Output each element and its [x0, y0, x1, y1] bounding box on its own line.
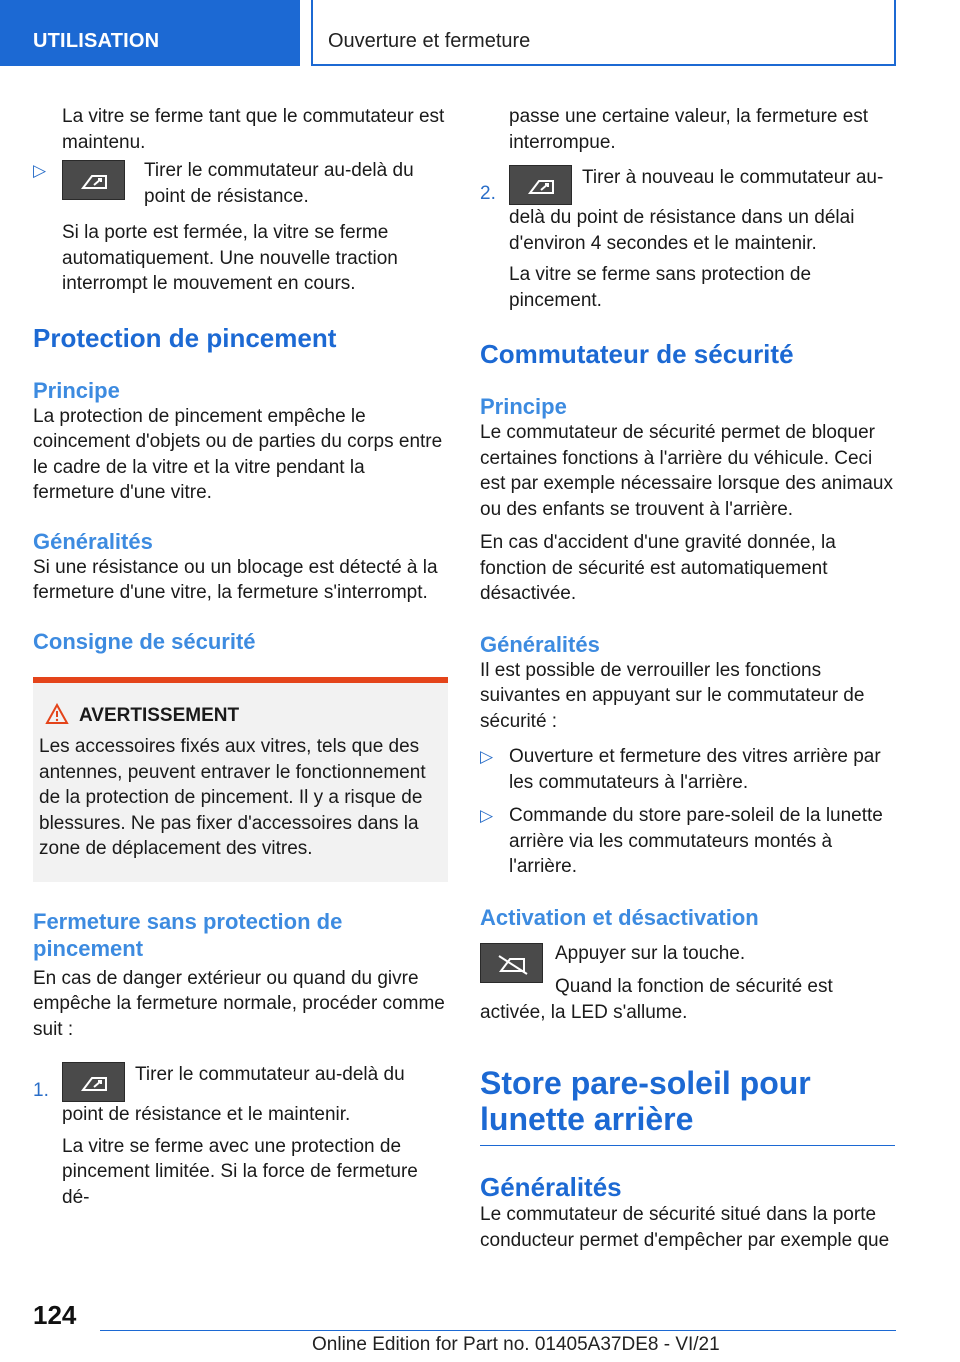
- bullet-marker-icon: ▷: [480, 806, 494, 825]
- warning-title: AVERTISSEMENT: [79, 704, 240, 726]
- heading-fermeture: Fermeture sans protection de pincement: [33, 908, 343, 961]
- warning-triangle-icon: [45, 703, 69, 725]
- section-divider: [480, 1145, 895, 1146]
- section-header: [311, 0, 896, 66]
- warning-text: Les accessoires fixés aux vitres, tels que des antennes, peuvent entraver le fonctionnement de la protection de pincement. Il y a risque de blessures. Ne pas fixer d'accessoires dans la zone de déplacement des vitres.: [39, 736, 426, 859]
- heading-activation: Activation et désactivation: [480, 904, 759, 930]
- step-text: Tirer le commutateur au-delà du point de résistance et le maintenir.: [62, 1064, 405, 1125]
- section-title: Ouverture et fermeture: [328, 30, 531, 52]
- paragraph-fermeture: En cas de danger extérieur ou quand du givre empêche la fermeture normale, procéder comme suit :: [33, 967, 445, 1040]
- bullet-item: [33, 158, 448, 210]
- warning-title-row: [39, 703, 440, 729]
- heading-commutateur: Commutateur de sécurité: [480, 339, 794, 369]
- step-item: [33, 1062, 448, 1128]
- bullet-marker-icon: ▷: [33, 161, 47, 180]
- list-item-text: Commande du store pare-soleil de la lunette arrière via les commutateurs montés à l'arrière.: [509, 805, 883, 877]
- paragraph-principe-1: Le commutateur de sécurité permet de bloquer certaines fonctions à l'arrière du véhicule. Ceci est par exemple nécessaire lorsque des animaux ou des enfants se trouvent à l'arrière.: [480, 422, 893, 520]
- heading-generalites-store: Généralités: [480, 1172, 622, 1202]
- paragraph-intro: La vitre se ferme tant que le commutateur est maintenu.: [62, 106, 445, 153]
- step-item: [480, 165, 895, 256]
- edition-text: Online Edition for Part no. 01405A37DE8 - VI/21: [312, 1334, 720, 1355]
- window-switch-icon: [509, 165, 572, 205]
- chapter-tab: [0, 0, 300, 66]
- window-switch-icon: [62, 160, 125, 200]
- heading-generalites: Généralités: [33, 528, 153, 554]
- bullet-marker-icon: ▷: [480, 747, 494, 766]
- paragraph-generalites: Il est possible de verrouiller les fonctions suivantes en appuyant sur le commutateur de sécurité :: [480, 659, 865, 732]
- heading-generalites: Généralités: [480, 631, 600, 657]
- heading-principe: Principe: [480, 394, 567, 419]
- paragraph-continued: passe une certaine valeur, la fermeture est interrompue.: [509, 106, 869, 153]
- step-text: Tirer à nouveau le commutateur au-delà du point de résistance dans un délai d'environ 4 secondes et le maintenir.: [509, 167, 884, 254]
- paragraph-store: Le commutateur de sécurité situé dans la porte conducteur permet d'empêcher par exemple que: [480, 1204, 890, 1251]
- footer-divider: [100, 1330, 896, 1331]
- list-item-text: Ouverture et fermeture des vitres arrière par les commutateurs à l'arrière.: [509, 746, 881, 793]
- bullet-text: Tirer le commutateur au-delà du point de résistance.: [144, 160, 414, 207]
- page-number: 124: [33, 1300, 77, 1330]
- paragraph-auto: Si la porte est fermée, la vitre se ferme automatiquement. Une nouvelle traction interrompt le mouvement en cours.: [62, 222, 398, 294]
- warning-box: [33, 677, 448, 882]
- heading-consigne: Consigne de sécurité: [33, 628, 256, 654]
- heading-store: Store pare-soleil pour lunette arrière: [480, 1065, 811, 1137]
- window-switch-icon: [62, 1062, 125, 1102]
- paragraph-led: Quand la fonction de sécurité est activée, la LED s'allume.: [480, 976, 833, 1023]
- step-sub-paragraph: La vitre se ferme avec une protection de pincement limitée. Si la force de fermeture dé-: [62, 1135, 418, 1208]
- step-number: 2.: [480, 183, 496, 204]
- list-item: [480, 803, 895, 880]
- chapter-title: UTILISATION: [33, 30, 160, 52]
- step-number: 1.: [33, 1080, 49, 1101]
- heading-principe: Principe: [33, 377, 120, 403]
- paragraph-generalites: Si une résistance ou un blocage est détecté à la fermeture d'une vitre, la fermeture s'interrompt.: [33, 556, 438, 603]
- list-item: [480, 744, 895, 795]
- activation-row: [480, 941, 895, 1026]
- right-column: [480, 104, 895, 1253]
- step-sub-paragraph: La vitre se ferme sans protection de pincement.: [509, 264, 812, 311]
- heading-protection: Protection de pincement: [33, 322, 337, 353]
- safety-switch-icon: [480, 943, 543, 983]
- paragraph-appuyer: Appuyer sur la touche.: [555, 942, 746, 964]
- paragraph-principe: La protection de pincement empêche le coincement d'objets ou de parties du corps entre le cadre de la vitre et la vitre pendant la fermeture d'une vitre.: [33, 405, 443, 503]
- paragraph-principe-2: En cas d'accident d'une gravité donnée, la fonction de sécurité est automatiquement désactivée.: [480, 532, 836, 604]
- left-column: [33, 104, 448, 1210]
